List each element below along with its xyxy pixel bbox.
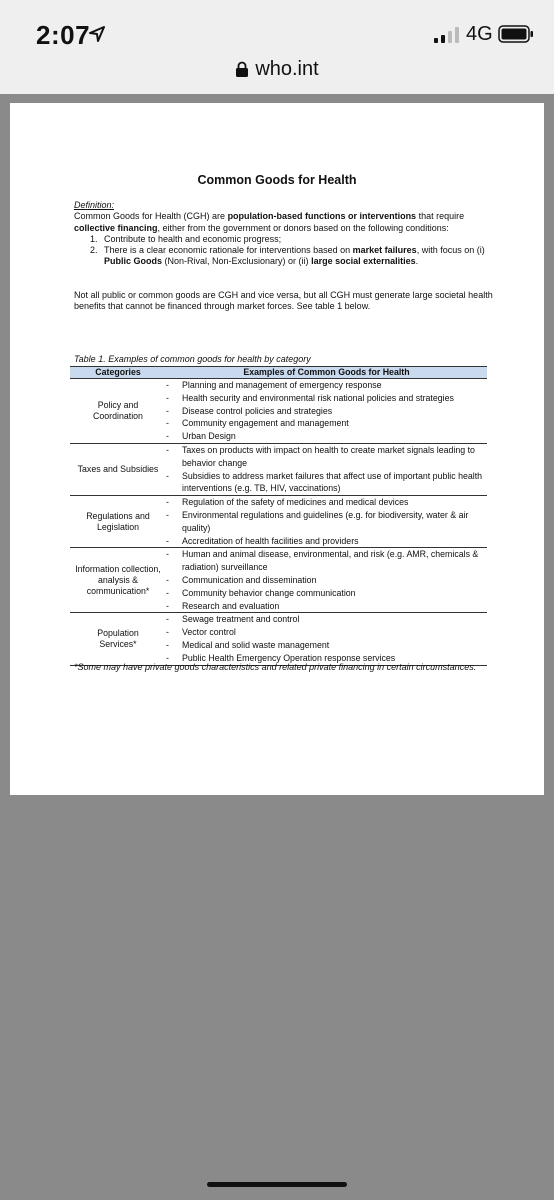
examples-cell: [166, 496, 487, 547]
address-bar[interactable]: [0, 56, 554, 90]
header-examples: Examples of Common Goods for Health: [243, 367, 410, 377]
category-cell: Regulations and Legislation: [86, 510, 150, 532]
table-caption: Table 1. Examples of common goods for health by category: [74, 354, 311, 364]
list-item: - Sewage treatment and control: [166, 614, 300, 625]
conditions-list: [74, 234, 494, 268]
document-page[interactable]: [10, 103, 544, 795]
category-cell: Taxes and Subsidies: [77, 464, 159, 475]
list-item: - Medical and solid waste management: [166, 639, 330, 650]
list-item: - Human and animal disease, environmental, and risk (e.g. AMR, chemicals & radiation) surveillance: [166, 549, 479, 573]
list-item: - Community behavior change communication: [166, 587, 356, 598]
category-cell: Information collection, analysis & communication*: [75, 563, 161, 596]
document-title: Common Goods for Health: [197, 173, 357, 187]
definition-label: Definition:: [74, 200, 115, 210]
examples-cell: [166, 379, 487, 443]
url-text: who.int: [255, 58, 319, 80]
list-item: - Regulation of the safety of medicines and medical devices: [166, 497, 409, 508]
list-item: - Planning and management of emergency response: [166, 380, 382, 390]
cellular-signal-icon: [434, 27, 460, 43]
cgh-table: [70, 366, 487, 666]
lock-icon: [235, 61, 249, 78]
examples-cell: [166, 548, 487, 612]
location-arrow-icon: [89, 26, 105, 42]
list-item: - Accreditation of health facilities and providers: [166, 535, 359, 546]
table-row: [70, 548, 487, 613]
definition-text: Common Goods for Health (CGH) are population-based functions or interventions that require collective financing, either from the government or donors based on the following conditions:: [74, 211, 465, 233]
list-item: - Public Health Emergency Operation response services: [166, 652, 396, 663]
list-item: - Taxes on products with impact on health to create market signals leading to behavior change: [166, 444, 475, 468]
examples-cell: [166, 613, 487, 664]
browser-chrome: [0, 0, 554, 94]
table-row: [70, 613, 487, 665]
list-item: - Urban Design: [166, 431, 236, 442]
home-indicator[interactable]: [207, 1182, 347, 1187]
table-row: [70, 444, 487, 496]
table-footnote: *Some may have private goods characteristics and related private financing in certain circumstances.: [74, 662, 477, 672]
category-cell: Policy and Coordination: [93, 399, 143, 421]
list-item: 1. Contribute to health and economic progress;: [90, 233, 282, 244]
list-item: - Research and evaluation: [166, 600, 280, 611]
explanatory-paragraph: Not all public or common goods are CGH and vice versa, but all CGH must generate large societal health benefits that cannot be financed through market forces. See table 1 below.: [74, 290, 493, 312]
table-row: [70, 496, 487, 548]
list-item: - Environmental regulations and guidelines (e.g. for biodiversity, water & air quality): [166, 509, 469, 533]
category-cell: Population Services*: [97, 627, 139, 649]
list-item: - Communication and dissemination: [166, 574, 317, 585]
list-item: - Vector control: [166, 627, 236, 638]
table-header: [70, 366, 487, 379]
list-item: - Disease control policies and strategies: [166, 405, 333, 416]
status-bar: [0, 0, 554, 60]
status-time: 2:07: [36, 20, 91, 50]
definition-block: [74, 200, 494, 268]
list-item: - Health security and environmental risk national policies and strategies: [166, 392, 454, 403]
network-type: 4G: [466, 23, 493, 45]
header-categories: Categories: [95, 367, 141, 377]
list-item: - Community engagement and management: [166, 418, 349, 429]
examples-cell: [166, 444, 487, 495]
table-row: [70, 379, 487, 444]
list-item: - Subsidies to address market failures that affect use of important public health interventions (e.g. TB, HIV, vaccinations): [166, 470, 483, 494]
list-item: 2. There is a clear economic rationale for interventions based on market failures, with focus on (i) Public Goods (Non-Rival, Non-Exclusionary) or (ii) large social externalities.: [90, 245, 485, 267]
battery-icon: [498, 25, 534, 43]
